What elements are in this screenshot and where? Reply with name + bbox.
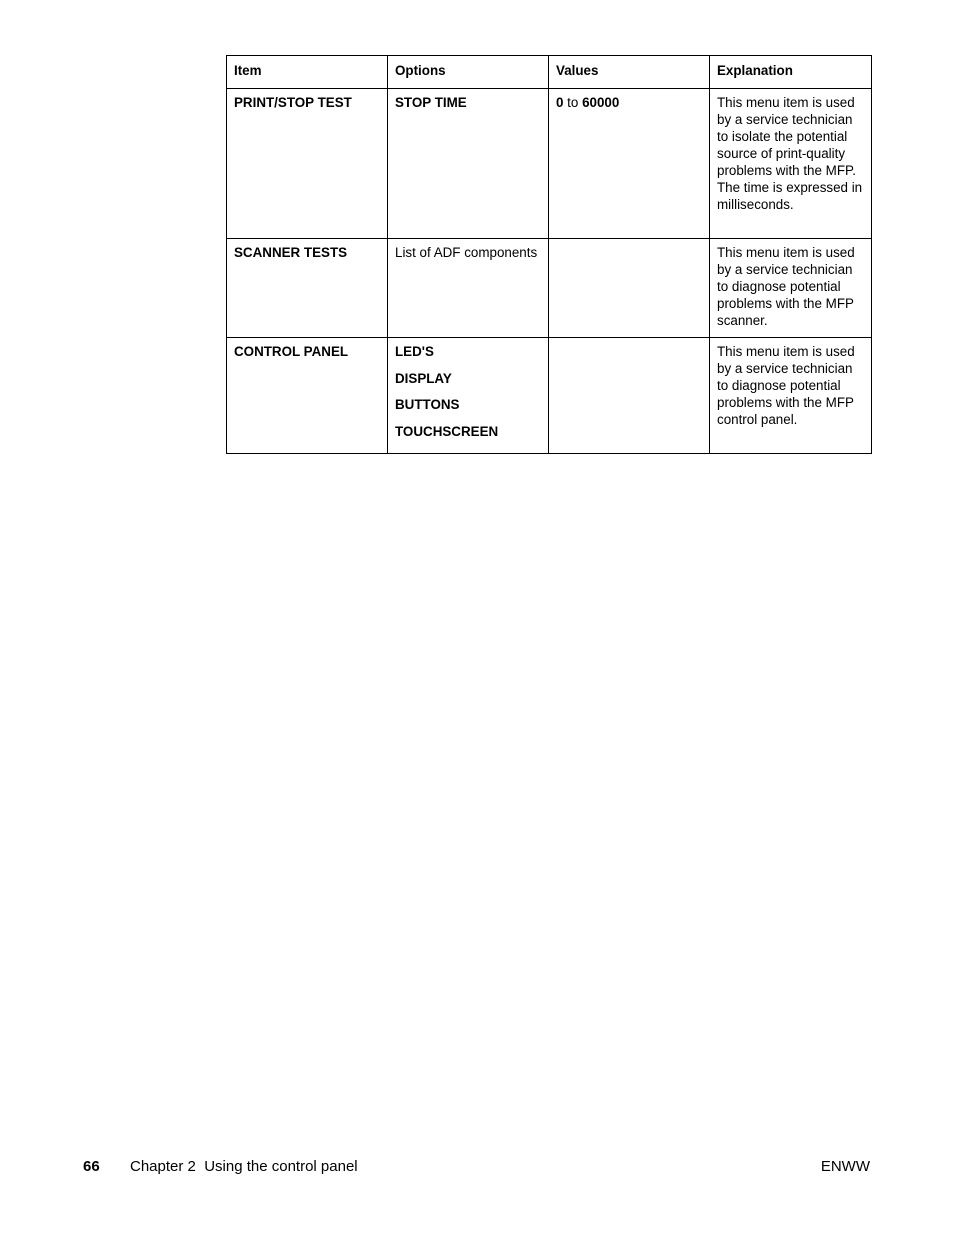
cell-options: List of ADF components <box>388 239 549 338</box>
page-number: 66 <box>83 1158 100 1175</box>
header-options: Options <box>388 56 549 89</box>
cell-explanation: This menu item is used by a service technician to isolate the potential source of print-quality problems with the MFP. The time is expressed in milliseconds. <box>710 89 872 239</box>
value-connector: to <box>563 95 583 110</box>
chapter-title: Chapter 2 Using the control panel <box>130 1158 358 1175</box>
table-header-row <box>227 56 872 89</box>
cell-item: SCANNER TESTS <box>227 239 388 338</box>
option-label: TOUCHSCREEN <box>395 423 499 439</box>
cell-explanation: This menu item is used by a service technician to diagnose potential problems with the MFP control panel. <box>710 338 872 454</box>
menu-items-table <box>226 55 872 454</box>
table-row <box>227 89 872 239</box>
document-code: ENWW <box>820 1158 870 1175</box>
value-min: 0 <box>556 95 564 110</box>
option-label: STOP TIME <box>395 95 467 110</box>
cell-item: CONTROL PANEL <box>227 338 388 454</box>
header-values: Values <box>549 56 710 89</box>
cell-values <box>549 338 710 454</box>
cell-item: PRINT/STOP TEST <box>227 89 388 239</box>
option-label: DISPLAY <box>395 370 452 386</box>
value-max: 60000 <box>582 95 620 110</box>
table-row <box>227 338 872 454</box>
header-explanation: Explanation <box>710 56 872 89</box>
cell-values <box>549 89 710 239</box>
option-label: BUTTONS <box>395 397 460 412</box>
option-label: LED'S <box>395 344 434 359</box>
cell-values <box>549 239 710 338</box>
cell-options <box>388 338 549 454</box>
cell-explanation: This menu item is used by a service technician to diagnose potential problems with the MFP scanner. <box>710 239 872 338</box>
cell-options <box>388 89 549 239</box>
header-item: Item <box>227 56 388 89</box>
table-row <box>227 239 872 338</box>
